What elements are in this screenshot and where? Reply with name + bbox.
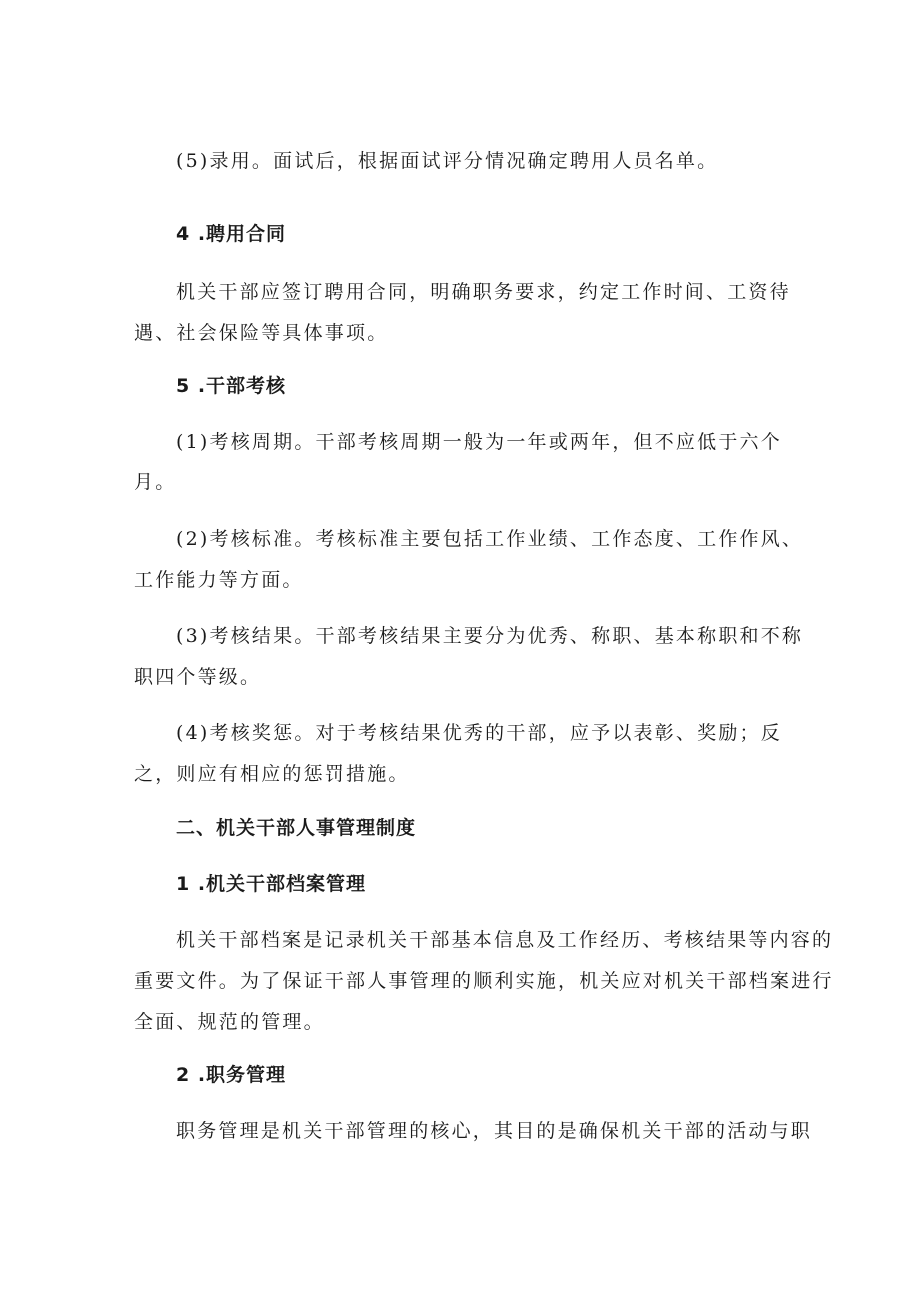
- heading-position-management: 2 .职务管理: [176, 1064, 287, 1086]
- paragraph-position-line-1: 职务管理是机关干部管理的核心，其目的是确保机关干部的活动与职: [176, 1120, 813, 1142]
- paragraph-assessment-cycle-line-2: 月。: [134, 471, 177, 493]
- paragraph-archive-line-2: 重要文件。为了保证干部人事管理的顺利实施，机关应对机关干部档案进行: [134, 970, 834, 992]
- heading-cadre-assessment: 5 .干部考核: [176, 375, 287, 397]
- heading-employment-contract: 4 .聘用合同: [176, 223, 287, 245]
- paragraph-assessment-standard-line-1: (2)考核标准。考核标准主要包括工作业绩、工作态度、工作作风、: [176, 528, 804, 550]
- section-heading-personnel-system: 二、机关干部人事管理制度: [176, 817, 417, 839]
- paragraph-assessment-cycle-line-1: (1)考核周期。干部考核周期一般为一年或两年，但不应低于六个: [176, 431, 782, 453]
- paragraph-assessment-reward-line-2: 之，则应有相应的惩罚措施。: [134, 763, 410, 785]
- heading-archive-management: 1 .机关干部档案管理: [176, 873, 367, 895]
- paragraph-assessment-standard-line-2: 工作能力等方面。: [134, 569, 304, 591]
- paragraph-recruitment-step-5: (5)录用。面试后，根据面试评分情况确定聘用人员名单。: [176, 150, 719, 172]
- paragraph-contract-line-1: 机关干部应签订聘用合同，明确职务要求，约定工作时间、工资待: [176, 281, 791, 303]
- paragraph-archive-line-3: 全面、规范的管理。: [134, 1011, 325, 1033]
- paragraph-assessment-reward-line-1: (4)考核奖惩。对于考核结果优秀的干部，应予以表彰、奖励；反: [176, 722, 782, 744]
- paragraph-contract-line-2: 遇、社会保险等具体事项。: [134, 322, 389, 344]
- paragraph-archive-line-1: 机关干部档案是记录机关干部基本信息及工作经历、考核结果等内容的: [176, 929, 834, 951]
- paragraph-assessment-result-line-2: 职四个等级。: [134, 666, 262, 688]
- paragraph-assessment-result-line-1: (3)考核结果。干部考核结果主要分为优秀、称职、基本称职和不称: [176, 625, 804, 647]
